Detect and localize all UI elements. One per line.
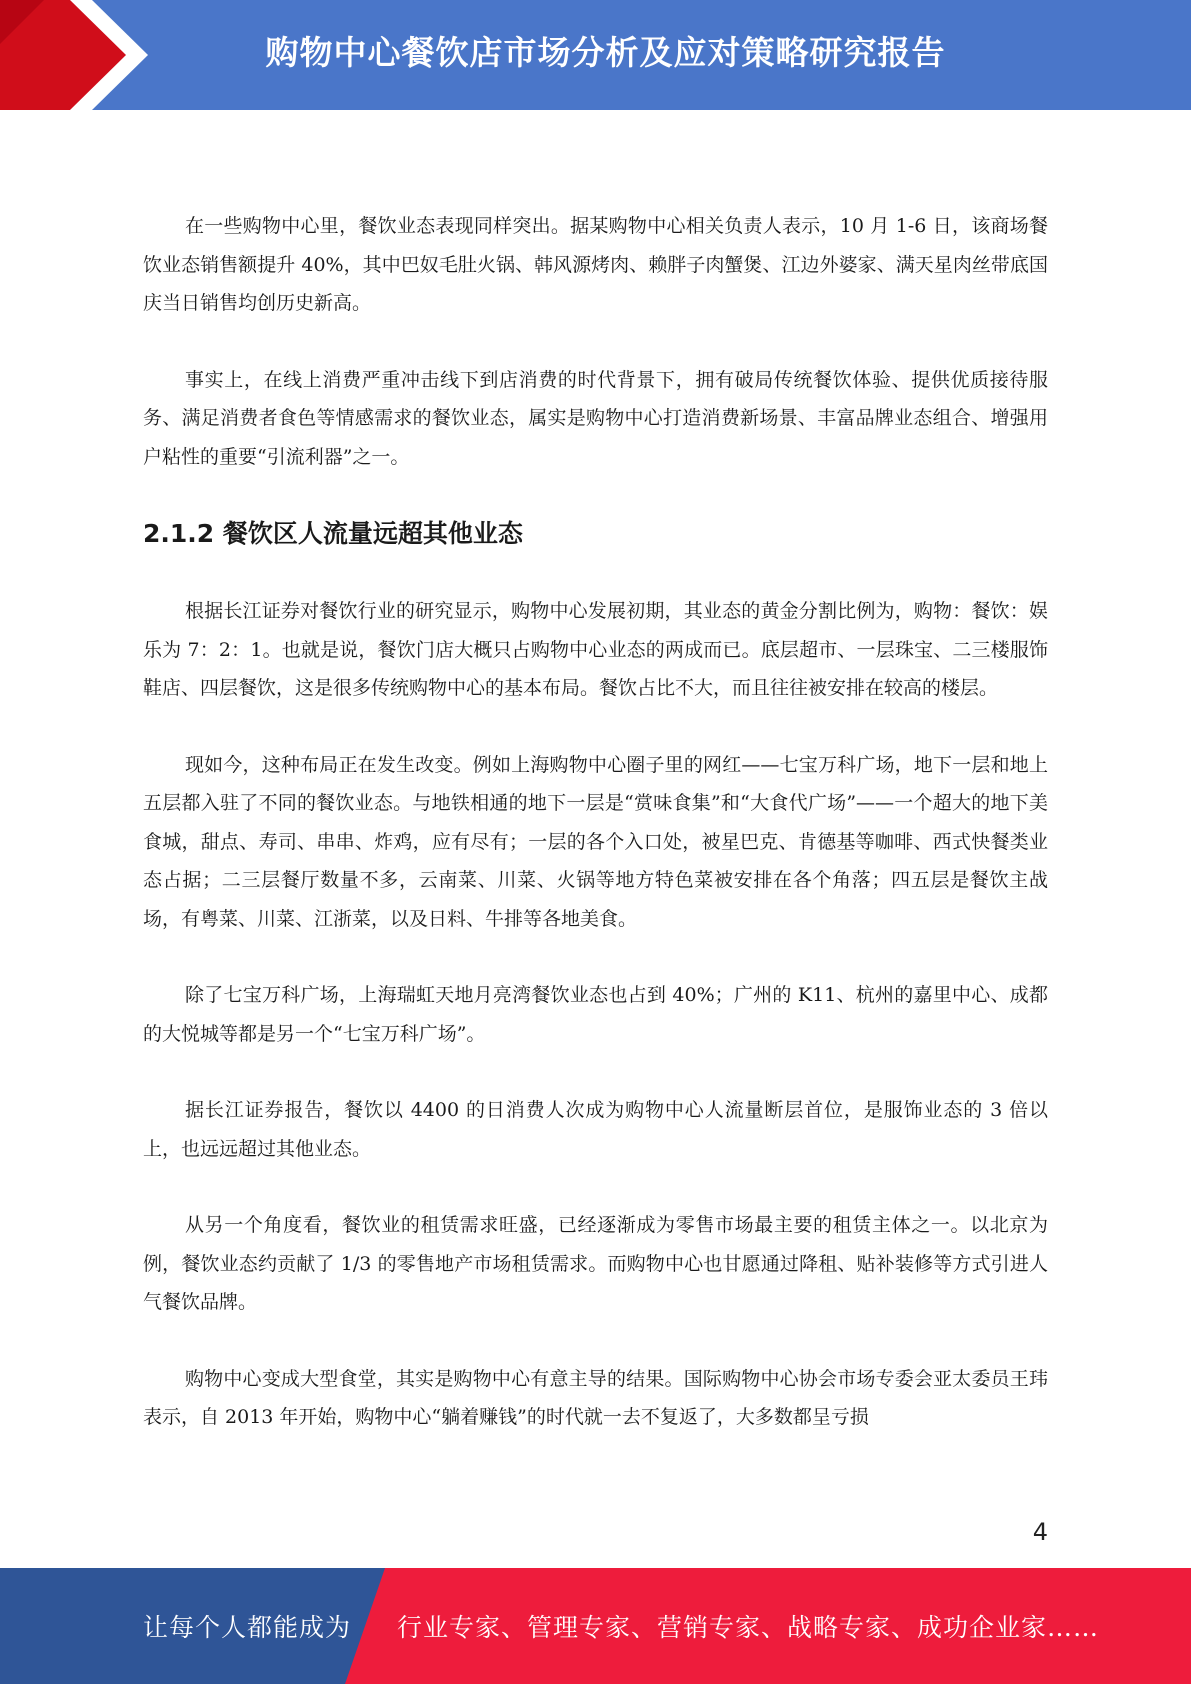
footer-slogan-left: 让每个人都能成为 [143,1613,352,1642]
paragraph: 据长江证券报告，餐饮以 4400 的日消费人次成为购物中心人流量断层首位，是服饰业态的 3 倍以上，也远远超过其他业态。 [143,1099,1048,1160]
paragraph: 在一些购物中心里，餐饮业态表现同样突出。据某购物中心相关负责人表示，10 月 1-6 日，该商场餐饮业态销售额提升 40%，其中巴奴毛肚火锅、韩风源烤肉、赖胖子肉蟹煲、江边外婆家、满天星肉丝带底国庆当日销售均创历史新高。 [143,215,1048,314]
page-number: 4 [1032,1518,1048,1546]
document-body [143,207,1048,1475]
footer-slogan-right: 行业专家、管理专家、营销专家、战略专家、成功企业家…… [397,1613,1100,1642]
paragraph: 购物中心变成大型食堂，其实是购物中心有意主导的结果。国际购物中心协会市场专委会亚太委员王玮表示，自 2013 年开始，购物中心“躺着赚钱”的时代就一去不复返了，大多数都呈亏损 [143,1367,1048,1428]
paragraph: 现如今，这种布局正在发生改变。例如上海购物中心圈子里的网红——七宝万科广场，地下一层和地上五层都入驻了不同的餐饮业态。与地铁相通的地下一层是“赏味食集”和“大食代广场”——一个超大的地下美食城，甜点、寿司、串串、炸鸡，应有尽有；一层的各个入口处，被星巴克、肯德基等咖啡、西式快餐类业态占据；二三层餐厅数量不多，云南菜、川菜、火锅等地方特色菜被安排在各个角落；四五层是餐饮主战场，有粤菜、川菜、江浙菜，以及日料、牛排等各地美食。 [143,753,1048,930]
page-header [0,0,1191,110]
paragraph: 除了七宝万科广场，上海瑞虹天地月亮湾餐饮业态也占到 40%；广州的 K11、杭州的嘉里中心、成都的大悦城等都是另一个“七宝万科广场”。 [143,984,1048,1045]
paragraph: 从另一个角度看，餐饮业的租赁需求旺盛，已经逐渐成为零售市场最主要的租赁主体之一。以北京为例，餐饮业态约贡献了 1/3 的零售地产市场租赁需求。而购物中心也甘愿通过降租、贴补装修等方式引进人气餐饮品牌。 [143,1214,1048,1313]
document-title: 购物中心餐饮店市场分析及应对策略研究报告 [265,33,946,72]
paragraph: 事实上，在线上消费严重冲击线下到店消费的时代背景下，拥有破局传统餐饮体验、提供优质接待服务、满足消费者食色等情感需求的餐饮业态，属实是购物中心打造消费新场景、丰富品牌业态组合、增强用户粘性的重要“引流利器”之一。 [143,368,1048,468]
page-footer [0,1568,1191,1684]
paragraph: 根据长江证券对餐饮行业的研究显示，购物中心发展初期，其业态的黄金分割比例为，购物：餐饮：娱乐为 7：2：1。也就是说，餐饮门店大概只占购物中心业态的两成而已。底层超市、一层珠宝、二三楼服饰鞋店、四层餐饮，这是很多传统购物中心的基本布局。餐饮占比不大，而且往往被安排在较高的楼层。 [143,600,1048,699]
header-arrow-decoration [0,0,150,110]
section-heading: 2.1.2 餐饮区人流量远超其他业态 [143,519,523,548]
